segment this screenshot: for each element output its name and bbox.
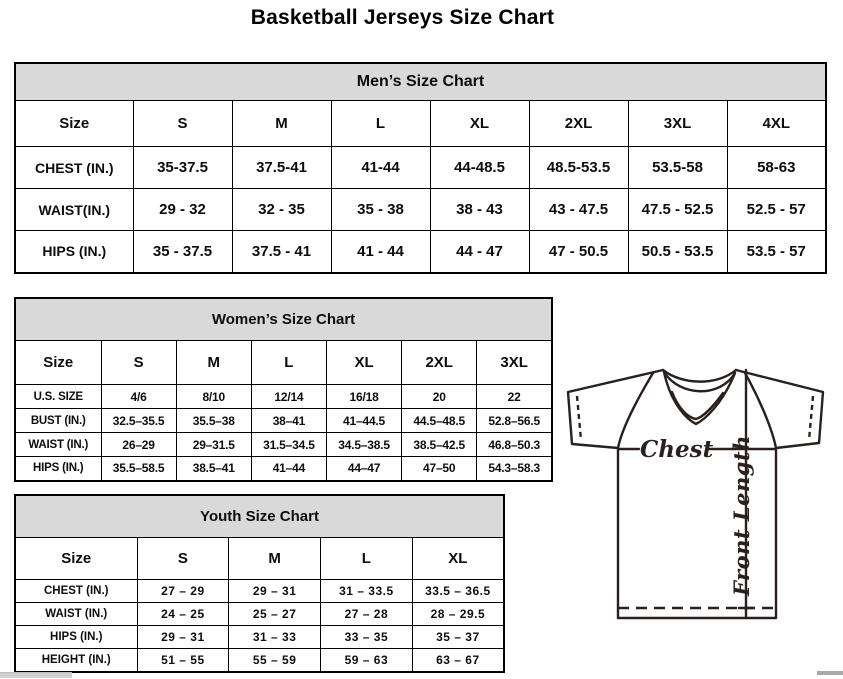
row-label: WAIST (IN.) <box>15 603 137 626</box>
size-value-cell: 31 – 33.5 <box>321 580 413 603</box>
size-value-cell: 44 - 47 <box>430 231 529 273</box>
column-header: M <box>229 538 321 580</box>
table-row <box>15 385 552 409</box>
column-header: L <box>251 341 326 385</box>
size-value-cell: 27 – 29 <box>137 580 229 603</box>
size-value-cell: 63 – 67 <box>412 649 504 672</box>
size-value-cell: 22 <box>477 385 552 409</box>
size-value-cell: 47 - 50.5 <box>529 231 628 273</box>
size-value-cell: 50.5 - 53.5 <box>628 231 727 273</box>
row-label: CHEST (IN.) <box>15 147 133 189</box>
size-value-cell: 48.5-53.5 <box>529 147 628 189</box>
size-value-cell: 47–50 <box>402 457 477 481</box>
column-header: S <box>101 341 176 385</box>
chest-label: Chest <box>640 436 714 463</box>
size-corner-header: Size <box>15 538 137 580</box>
row-label: HIPS (IN.) <box>15 231 133 273</box>
table-row <box>15 603 504 626</box>
size-value-cell: 43 - 47.5 <box>529 189 628 231</box>
column-header: 3XL <box>477 341 552 385</box>
collar-back-arc <box>663 370 736 382</box>
row-label: CHEST (IN.) <box>15 580 137 603</box>
size-value-cell: 31.5–34.5 <box>251 433 326 457</box>
column-header: 3XL <box>628 101 727 147</box>
size-value-cell: 38–41 <box>251 409 326 433</box>
size-value-cell: 25 – 27 <box>229 603 321 626</box>
row-label: HEIGHT (IN.) <box>15 649 137 672</box>
size-value-cell: 26–29 <box>101 433 176 457</box>
table-title: Men’s Size Chart <box>15 63 826 101</box>
size-value-cell: 32 - 35 <box>232 189 331 231</box>
size-value-cell: 29 – 31 <box>137 626 229 649</box>
row-label: WAIST (IN.) <box>15 433 101 457</box>
column-header: 4XL <box>727 101 826 147</box>
jersey-measurement-diagram <box>556 360 843 630</box>
column-header: 2XL <box>529 101 628 147</box>
table-row <box>15 231 826 273</box>
column-header: M <box>232 101 331 147</box>
size-value-cell: 35.5–38 <box>176 409 251 433</box>
size-value-cell: 47.5 - 52.5 <box>628 189 727 231</box>
size-value-cell: 46.8–50.3 <box>477 433 552 457</box>
size-value-cell: 51 – 55 <box>137 649 229 672</box>
horizontal-scrollbar-fragment-right[interactable] <box>817 671 843 675</box>
size-value-cell: 28 – 29.5 <box>412 603 504 626</box>
row-label: HIPS (IN.) <box>15 457 101 481</box>
size-value-cell: 20 <box>402 385 477 409</box>
size-value-cell: 35.5–58.5 <box>101 457 176 481</box>
size-value-cell: 38.5–42.5 <box>402 433 477 457</box>
size-value-cell: 38.5–41 <box>176 457 251 481</box>
column-header: M <box>176 341 251 385</box>
table-row <box>15 626 504 649</box>
size-value-cell: 8/10 <box>176 385 251 409</box>
column-header: S <box>137 538 229 580</box>
size-value-cell: 55 – 59 <box>229 649 321 672</box>
size-value-cell: 35-37.5 <box>133 147 232 189</box>
left-cuff-stitch <box>577 396 581 440</box>
size-value-cell: 33 – 35 <box>321 626 413 649</box>
size-value-cell: 59 – 63 <box>321 649 413 672</box>
size-value-cell: 52.5 - 57 <box>727 189 826 231</box>
size-value-cell: 29 - 32 <box>133 189 232 231</box>
row-label: WAIST(IN.) <box>15 189 133 231</box>
column-header: S <box>133 101 232 147</box>
column-header: XL <box>430 101 529 147</box>
size-value-cell: 35 - 38 <box>331 189 430 231</box>
column-header: XL <box>412 538 504 580</box>
size-value-cell: 31 – 33 <box>229 626 321 649</box>
size-corner-header: Size <box>15 101 133 147</box>
size-value-cell: 41–44 <box>251 457 326 481</box>
page-title: Basketball Jerseys Size Chart <box>250 6 555 29</box>
size-value-cell: 12/14 <box>251 385 326 409</box>
table-row <box>15 409 552 433</box>
size-value-cell: 53.5 - 57 <box>727 231 826 273</box>
row-label: U.S. SIZE <box>15 385 101 409</box>
size-value-cell: 41–44.5 <box>326 409 401 433</box>
size-value-cell: 44–47 <box>326 457 401 481</box>
womens-size-table <box>14 297 553 482</box>
size-value-cell: 52.8–56.5 <box>477 409 552 433</box>
table-row <box>15 649 504 672</box>
size-value-cell: 24 – 25 <box>137 603 229 626</box>
size-value-cell: 41-44 <box>331 147 430 189</box>
youth-size-table <box>14 494 505 673</box>
size-value-cell: 29 – 31 <box>229 580 321 603</box>
size-value-cell: 4/6 <box>101 385 176 409</box>
size-value-cell: 32.5–35.5 <box>101 409 176 433</box>
size-value-cell: 54.3–58.3 <box>477 457 552 481</box>
size-value-cell: 27 – 28 <box>321 603 413 626</box>
table-title: Women’s Size Chart <box>15 298 552 341</box>
size-value-cell: 16/18 <box>326 385 401 409</box>
row-label: HIPS (IN.) <box>15 626 137 649</box>
size-value-cell: 44-48.5 <box>430 147 529 189</box>
size-value-cell: 44.5–48.5 <box>402 409 477 433</box>
size-value-cell: 41 - 44 <box>331 231 430 273</box>
column-header: 2XL <box>402 341 477 385</box>
right-cuff-stitch <box>809 396 813 440</box>
jersey-outline <box>568 370 823 618</box>
size-value-cell: 58-63 <box>727 147 826 189</box>
row-label: BUST (IN.) <box>15 409 101 433</box>
mens-size-table <box>14 62 827 274</box>
horizontal-scrollbar-fragment-left[interactable] <box>0 672 72 678</box>
column-header: L <box>331 101 430 147</box>
table-title: Youth Size Chart <box>15 495 504 538</box>
size-value-cell: 37.5-41 <box>232 147 331 189</box>
table-row <box>15 457 552 481</box>
size-value-cell: 38 - 43 <box>430 189 529 231</box>
table-row <box>15 147 826 189</box>
table-row <box>15 433 552 457</box>
column-header: XL <box>326 341 401 385</box>
column-header: L <box>321 538 413 580</box>
front-length-label: Front Length <box>729 435 754 596</box>
size-value-cell: 53.5-58 <box>628 147 727 189</box>
size-value-cell: 35 - 37.5 <box>133 231 232 273</box>
size-value-cell: 34.5–38.5 <box>326 433 401 457</box>
size-value-cell: 33.5 – 36.5 <box>412 580 504 603</box>
table-row <box>15 189 826 231</box>
table-row <box>15 580 504 603</box>
size-value-cell: 29–31.5 <box>176 433 251 457</box>
size-corner-header: Size <box>15 341 101 385</box>
size-value-cell: 37.5 - 41 <box>232 231 331 273</box>
size-value-cell: 35 – 37 <box>412 626 504 649</box>
